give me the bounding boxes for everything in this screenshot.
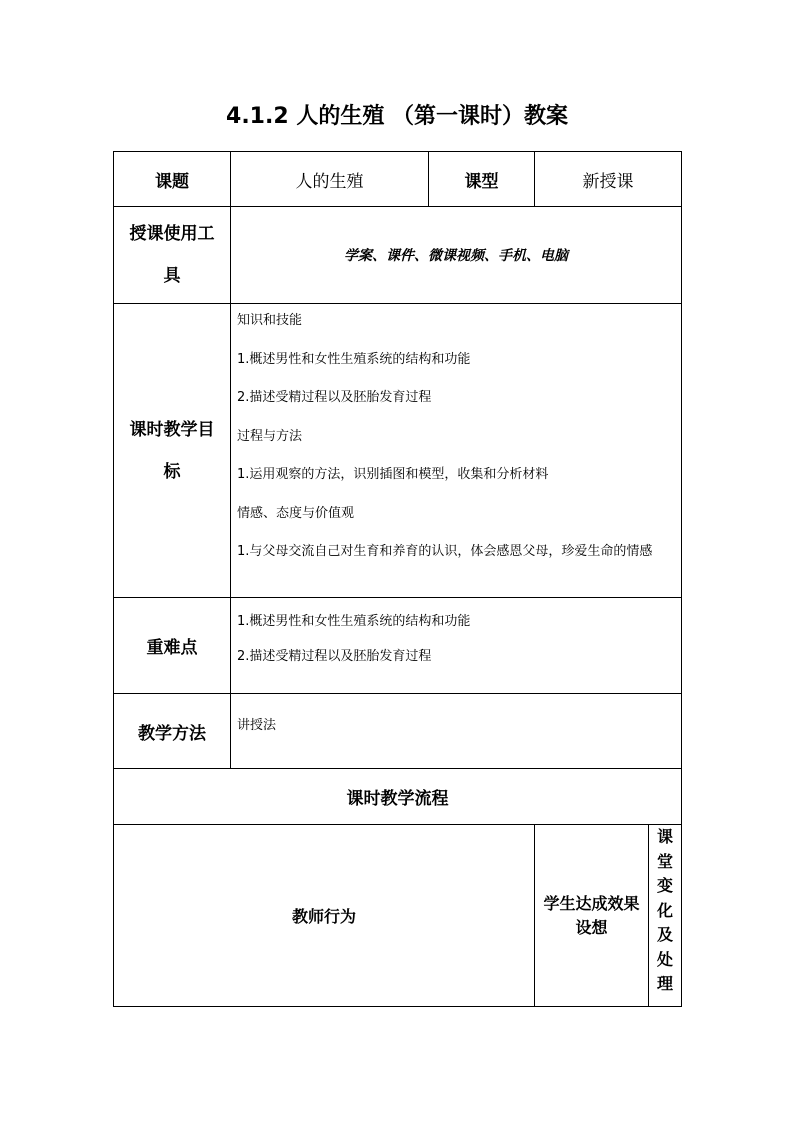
objective-item: 2.描述受精过程以及胚胎发育过程	[237, 390, 432, 405]
objective-item: 1.运用观察的方法，识别插图和模型，收集和分析材料	[237, 467, 549, 482]
type-value: 新授课	[582, 171, 634, 192]
keypoints-label: 重难点	[146, 638, 198, 658]
tools-row	[114, 207, 682, 304]
objectives-row	[114, 304, 682, 598]
teacher-label-cell	[114, 825, 535, 1007]
change-char: 化	[657, 900, 674, 920]
process-label-cell	[114, 769, 682, 825]
objective-heading: 情感、态度与价值观	[237, 505, 355, 521]
keypoint-item: 2.描述受精过程以及胚胎发育过程	[237, 649, 432, 664]
change-char: 理	[657, 974, 674, 993]
change-char: 处	[657, 949, 674, 969]
keypoint-item: 1.概述男性和女性生殖系统的结构和功能	[237, 614, 471, 629]
change-char: 及	[657, 925, 674, 944]
method-label: 教学方法	[138, 723, 206, 744]
objective-heading: 知识和技能	[237, 313, 303, 328]
page-title: 4.1.2 人的生殖 （第一课时）教案	[226, 104, 568, 129]
type-value-cell	[535, 152, 682, 207]
objectives-content-cell	[231, 304, 682, 598]
topic-row	[114, 152, 682, 207]
objective-item: 1.概述男性和女性生殖系统的结构和功能	[237, 351, 471, 367]
process-columns-row	[114, 825, 682, 1007]
tools-value-cell	[231, 207, 682, 304]
method-label-cell	[114, 694, 231, 769]
tools-label: 授课使用工具	[129, 224, 215, 286]
change-label-cell	[649, 825, 682, 1007]
type-label: 课型	[464, 171, 499, 192]
type-label-cell	[429, 152, 535, 207]
topic-value: 人的生殖	[295, 171, 364, 192]
tools-label-cell	[114, 207, 231, 304]
topic-label-cell	[114, 152, 231, 207]
objectives-label: 课时教学目标	[129, 419, 215, 482]
keypoints-label-cell	[114, 598, 231, 694]
keypoints-row	[114, 598, 682, 694]
method-content-cell	[231, 694, 682, 769]
change-char: 变	[657, 876, 674, 895]
process-header-row	[114, 769, 682, 825]
objectives-label-cell	[114, 304, 231, 598]
student-label-cell	[535, 825, 649, 1007]
teacher-label: 教师行为	[291, 907, 356, 926]
objective-item: 1.与父母交流自己对生育和养育的认识，体会感恩父母，珍爱生命的情感	[237, 544, 653, 559]
tools-value: 学案、课件、微课视频、手机、电脑	[344, 248, 568, 264]
keypoints-content-cell	[231, 598, 682, 694]
method-row	[114, 694, 682, 769]
topic-label: 课题	[155, 171, 189, 192]
topic-value-cell	[231, 152, 429, 207]
lesson-plan-table	[113, 151, 682, 1007]
student-label: 学生达成效果设想	[543, 893, 640, 937]
method-value: 讲授法	[237, 718, 277, 733]
change-char: 堂	[657, 851, 674, 871]
objective-heading: 过程与方法	[237, 428, 303, 444]
process-label: 课时教学流程	[346, 789, 449, 809]
change-char: 课	[657, 827, 674, 846]
